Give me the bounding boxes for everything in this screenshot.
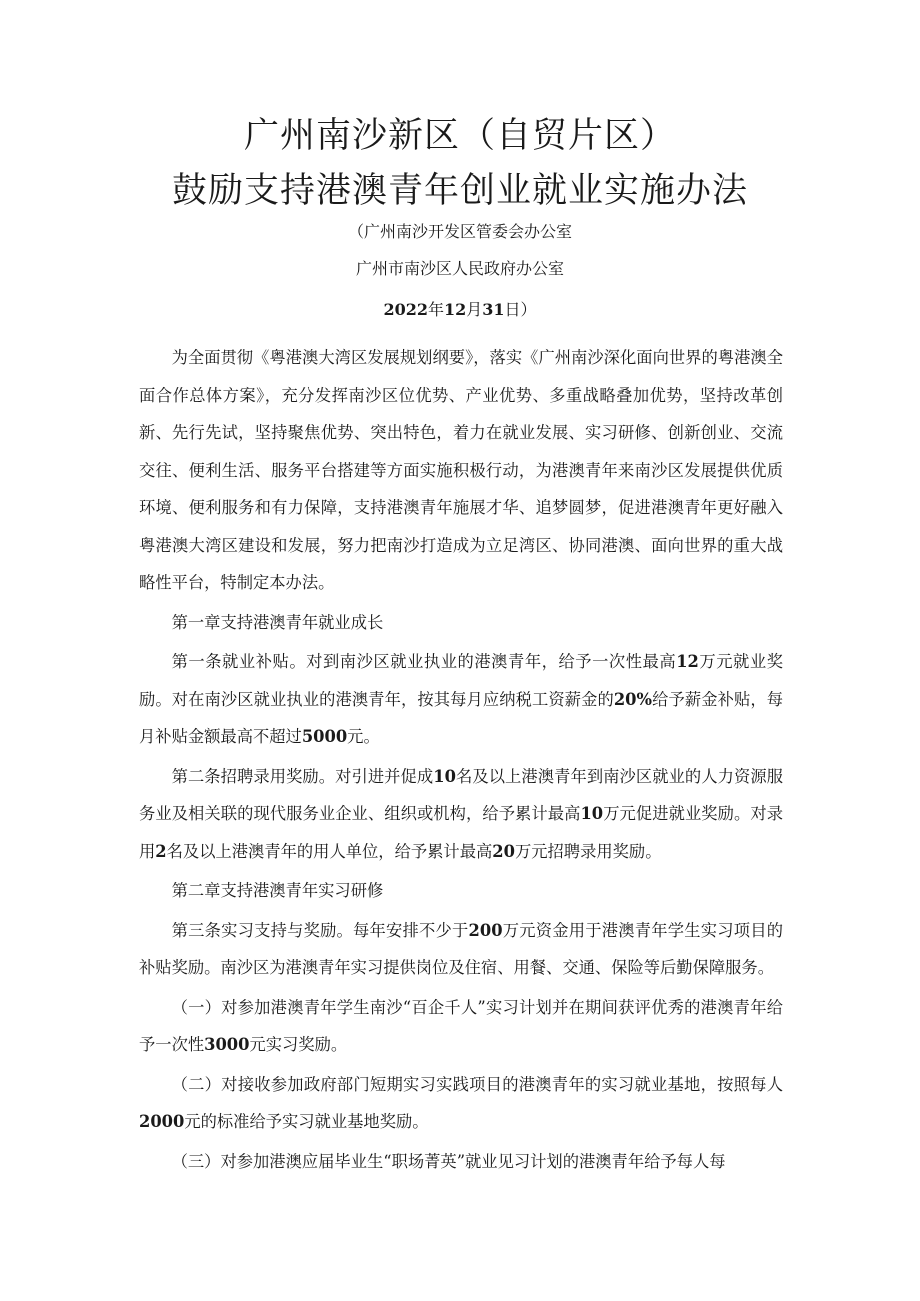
date-year-suffix: 年 [427, 300, 444, 319]
item-2-text-b: 元的标准给予实习就业基地奖励。 [184, 1112, 429, 1131]
item-2-num-1: 2000 [139, 1112, 185, 1131]
date-day: 31 [482, 300, 505, 319]
date-day-suffix: 日） [504, 300, 537, 319]
item-1-num-1: 3000 [204, 1035, 250, 1054]
date-month: 12 [443, 300, 467, 319]
document-title-line1: 广州南沙新区（自贸片区） [243, 116, 676, 156]
intro-paragraph: 为全面贯彻《粤港澳大湾区发展规划纲要》，落实《广州南沙深化面向世界的粤港澳全面合作总体方案》，充分发挥南沙区位优势、产业优势、多重战略叠加优势，坚持改革创新、先行先试，坚持聚焦优势、突出特色，着力在就业发展、实习研修、创新创业、交流交往、便利生活、服务平台搭建等方面实施积极行动，为港澳青年来南沙区发展提供优质环境、便利服务和有力保障，支持港澳青年施展才华、追梦圆梦，促进港澳青年更好融入粤港澳大湾区建设和发展，努力把南沙打造成为立足湾区、协同港澳、面向世界的重大战略性平台，特制定本办法。 [139, 348, 783, 592]
article-1-num-2: 20% [613, 689, 652, 709]
article-2-num-2: 10 [580, 804, 604, 823]
chapter-1-heading: 第一章支持港澳青年就业成长 [171, 612, 384, 632]
item-2-text-a: （二）对接收参加政府部门短期实习实践项目的港澳青年的实习就业基地，按照每人 [171, 1074, 783, 1094]
article-1-text-d: 元。 [347, 727, 380, 746]
document-title-line2: 鼓励支持港澳青年创业就业实施办法 [171, 171, 748, 211]
article-3 [139, 912, 783, 987]
article-2 [139, 758, 783, 871]
issuer-line1: （广州南沙开发区管委会办公室 [347, 222, 572, 241]
document-body [139, 339, 783, 1180]
article-3-num-1: 200 [468, 920, 503, 940]
article-2-text-a: 第二条招聘录用奖励。对引进并促成 [171, 766, 434, 786]
article-2-text-e: 万元招聘录用奖励。 [514, 841, 662, 861]
article-2-num-4: 20 [492, 841, 515, 861]
item-3: （三）对参加港澳应届毕业生“职场菁英”就业见习计划的港澳青年给予每人每 [171, 1151, 726, 1171]
article-1-num-1: 12 [676, 652, 699, 671]
article-1 [139, 643, 783, 756]
article-1-text-b: 万元就业奖励。对在南沙区就业执业的港澳青年，按其每月应纳税工资薪金的 [139, 652, 783, 709]
item-1-text-a: （一）对参加港澳青年学生南沙“百企千人”实习计划并在期间获评优秀的港澳青年给予一次性 [139, 997, 783, 1054]
article-2-text-c: 万元促进就业奖励。对录用 [139, 804, 783, 861]
article-2-text-d: 名及以上港澳青年的用人单位，给予累计最高 [166, 841, 493, 861]
item-2 [139, 1066, 783, 1141]
issue-date [0, 297, 920, 320]
article-1-num-3: 5000 [301, 727, 348, 746]
issuer-line2: 广州市南沙区人民政府办公室 [355, 259, 564, 278]
article-3-text-b: 万元资金用于港澳青年学生实习项目的补贴奖励。南沙区为港澳青年实习提供岗位及住宿、用餐、交通、保险等后勤保障服务。 [139, 920, 783, 977]
article-1-text-c: 给予薪金补贴，每月补贴金额最高不超过 [139, 689, 783, 746]
article-3-text-a: 第三条实习支持与奖励。每年安排不少于 [171, 920, 469, 940]
article-1-text-a: 第一条就业补贴。对到南沙区就业执业的港澳青年，给予一次性最高 [171, 652, 677, 671]
item-1-text-b: 元实习奖励。 [249, 1035, 348, 1054]
article-2-num-1: 10 [433, 766, 456, 786]
date-month-suffix: 月 [466, 300, 483, 319]
chapter-2-heading: 第二章支持港澳青年实习研修 [171, 881, 384, 900]
article-2-text-b: 名及以上港澳青年到南沙区就业的人力资源服务业及相关联的现代服务业企业、组织或机构，给予累计最高 [139, 766, 783, 823]
date-year: 2022 [383, 300, 428, 319]
article-2-num-3: 2 [155, 841, 167, 861]
item-1 [139, 989, 783, 1064]
